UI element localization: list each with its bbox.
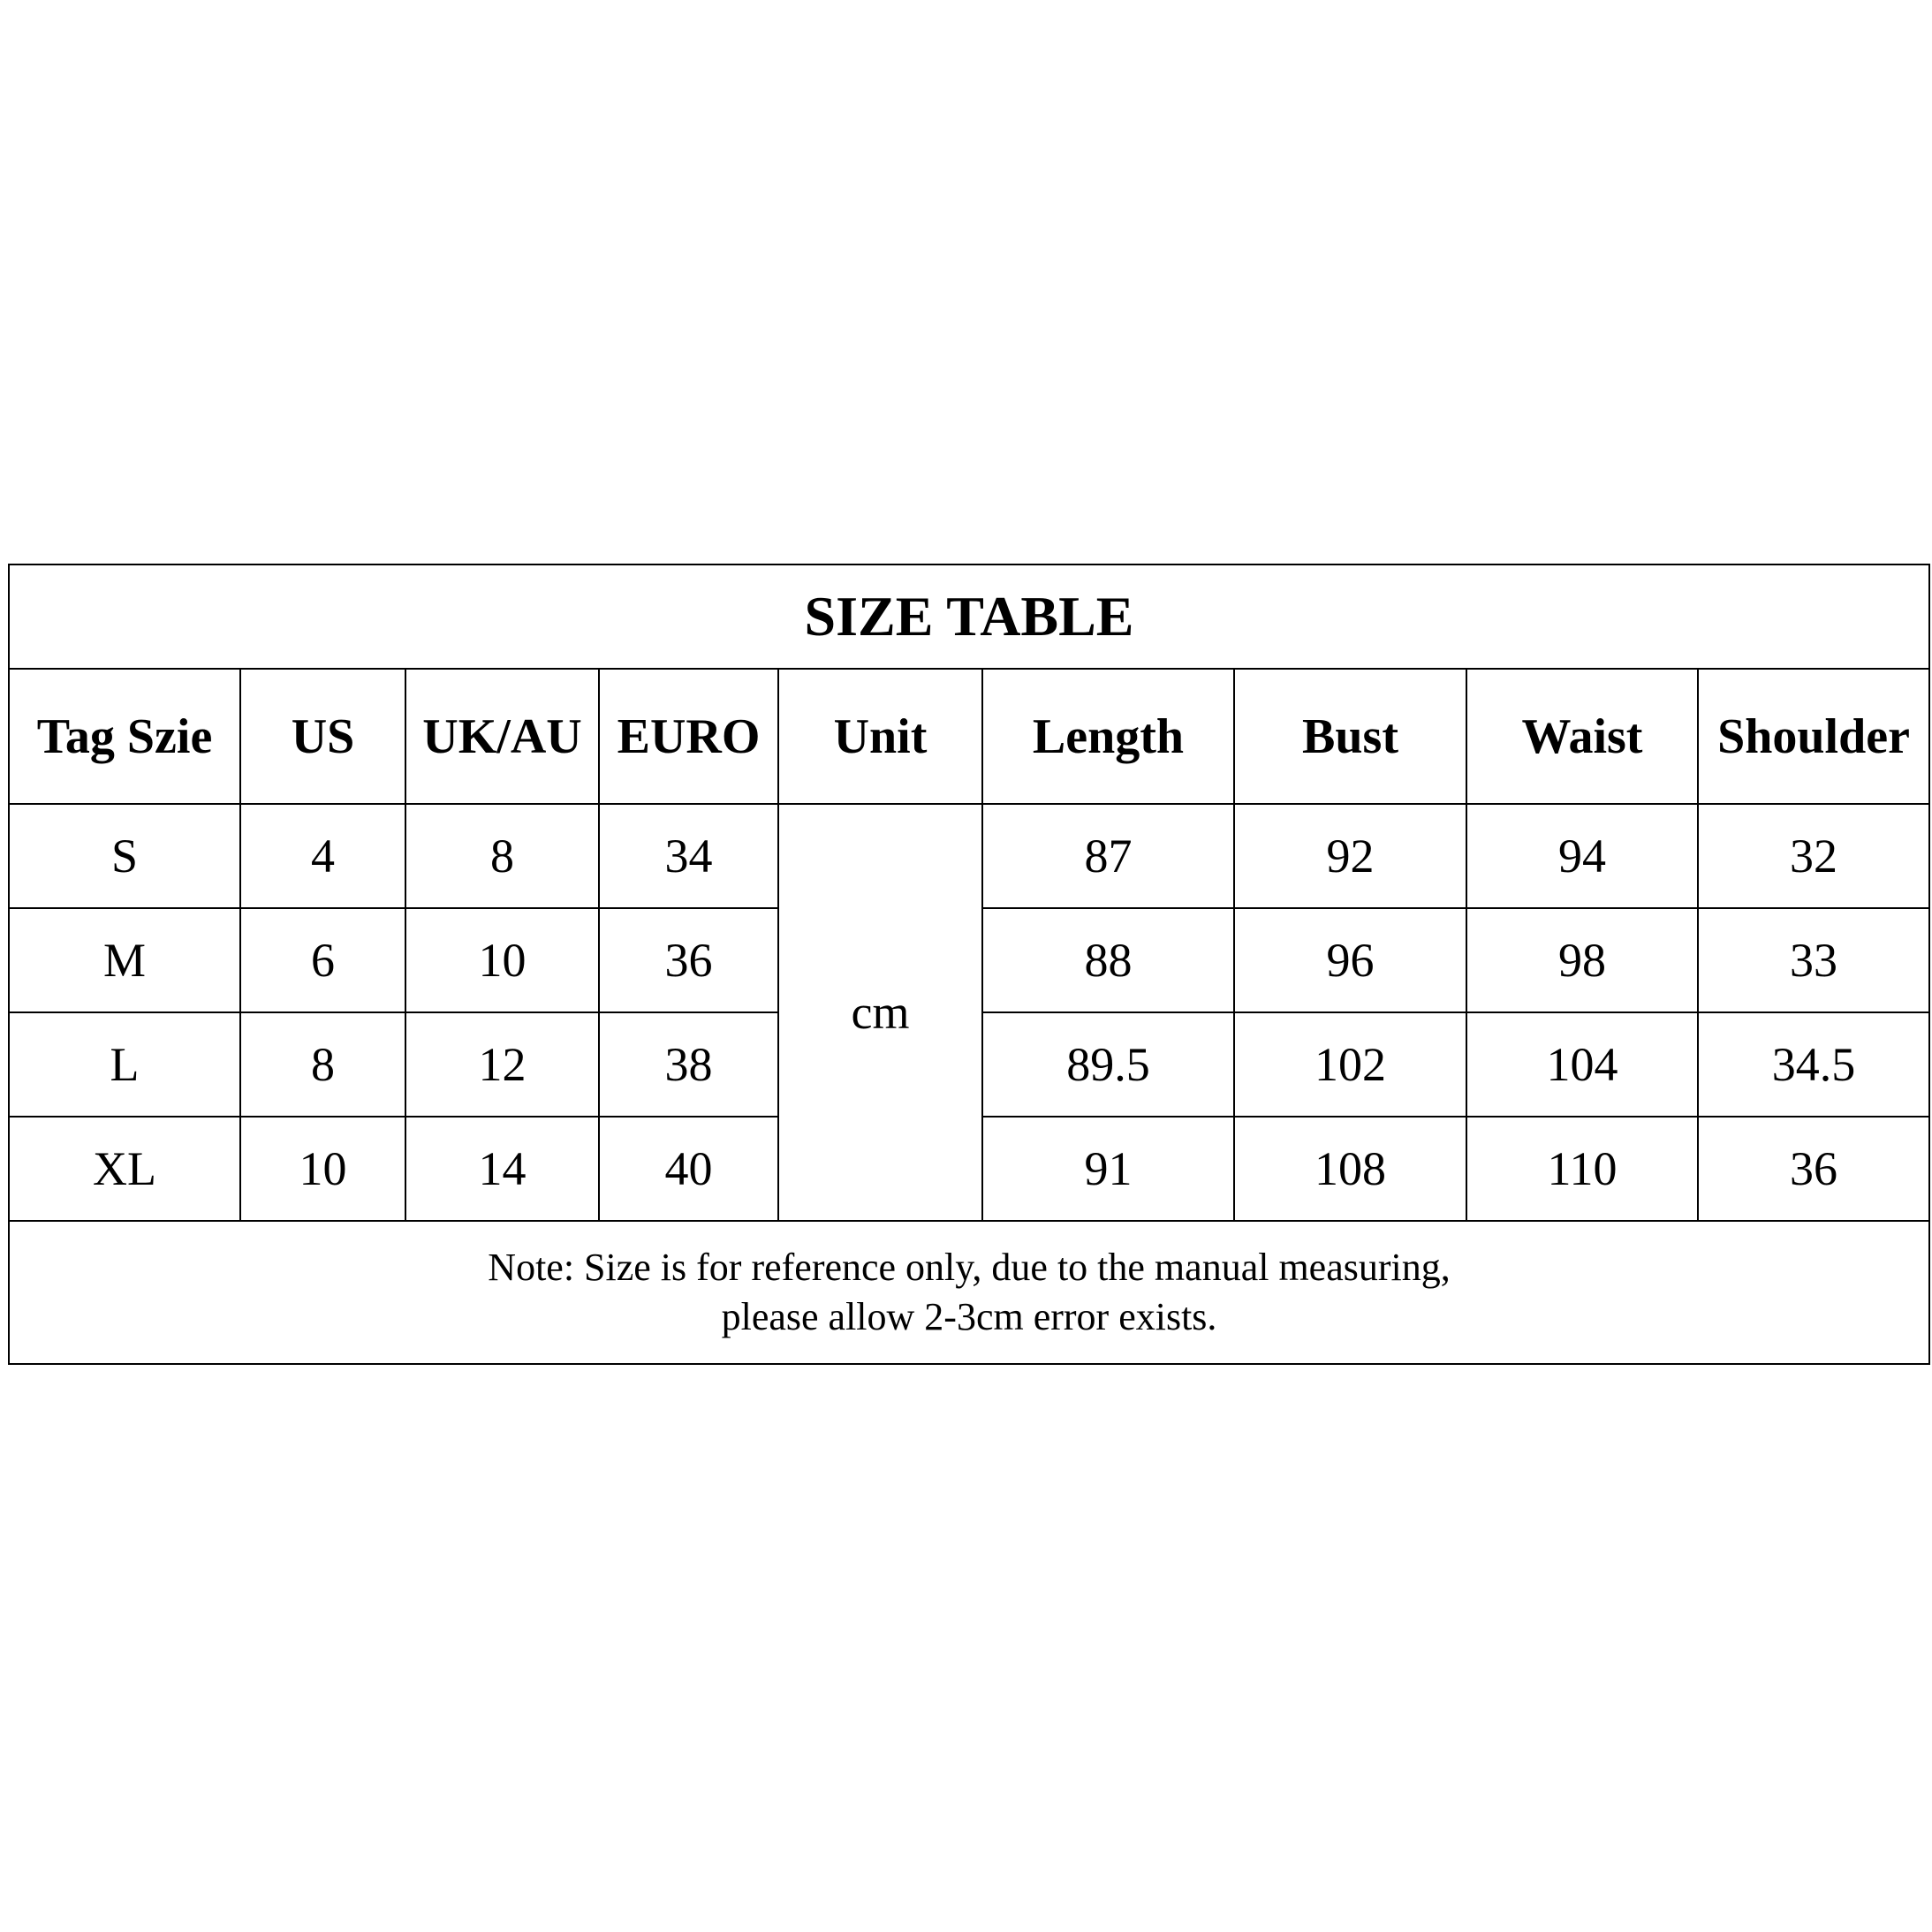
note-line-2: please allow 2-3cm error exists. [721, 1295, 1217, 1338]
cell-waist: 94 [1466, 804, 1698, 908]
cell-uk-au: 8 [405, 804, 599, 908]
cell-shoulder: 34.5 [1698, 1012, 1929, 1117]
cell-bust: 92 [1234, 804, 1466, 908]
cell-length: 88 [982, 908, 1234, 1012]
cell-tag: S [9, 804, 240, 908]
note-row [9, 1221, 1929, 1364]
cell-waist: 110 [1466, 1117, 1698, 1221]
cell-waist: 104 [1466, 1012, 1698, 1117]
cell-unit: cm [778, 804, 982, 1221]
cell-length: 91 [982, 1117, 1234, 1221]
header-tag-size: Tag Szie [9, 669, 240, 804]
cell-waist: 98 [1466, 908, 1698, 1012]
header-euro: EURO [599, 669, 778, 804]
cell-tag: XL [9, 1117, 240, 1221]
table-row [9, 804, 1929, 908]
cell-euro: 40 [599, 1117, 778, 1221]
header-waist: Waist [1466, 669, 1698, 804]
header-us: US [240, 669, 405, 804]
cell-euro: 36 [599, 908, 778, 1012]
cell-euro: 38 [599, 1012, 778, 1117]
size-table [8, 564, 1930, 1365]
cell-bust: 102 [1234, 1012, 1466, 1117]
header-length: Length [982, 669, 1234, 804]
cell-us: 10 [240, 1117, 405, 1221]
cell-shoulder: 33 [1698, 908, 1929, 1012]
header-unit: Unit [778, 669, 982, 804]
cell-shoulder: 36 [1698, 1117, 1929, 1221]
cell-us: 8 [240, 1012, 405, 1117]
cell-shoulder: 32 [1698, 804, 1929, 908]
header-uk-au: UK/AU [405, 669, 599, 804]
header-row [9, 669, 1929, 804]
header-bust: Bust [1234, 669, 1466, 804]
cell-euro: 34 [599, 804, 778, 908]
cell-bust: 108 [1234, 1117, 1466, 1221]
cell-tag: L [9, 1012, 240, 1117]
table-title: SIZE TABLE [9, 564, 1929, 669]
cell-tag: M [9, 908, 240, 1012]
cell-uk-au: 14 [405, 1117, 599, 1221]
cell-bust: 96 [1234, 908, 1466, 1012]
cell-uk-au: 12 [405, 1012, 599, 1117]
header-shoulder: Shoulder [1698, 669, 1929, 804]
cell-us: 6 [240, 908, 405, 1012]
cell-us: 4 [240, 804, 405, 908]
cell-length: 87 [982, 804, 1234, 908]
title-row [9, 564, 1929, 669]
cell-length: 89.5 [982, 1012, 1234, 1117]
cell-uk-au: 10 [405, 908, 599, 1012]
note-line-1: Note: Size is for reference only, due to the manual measuring, [488, 1246, 1451, 1289]
note-cell [9, 1221, 1929, 1364]
